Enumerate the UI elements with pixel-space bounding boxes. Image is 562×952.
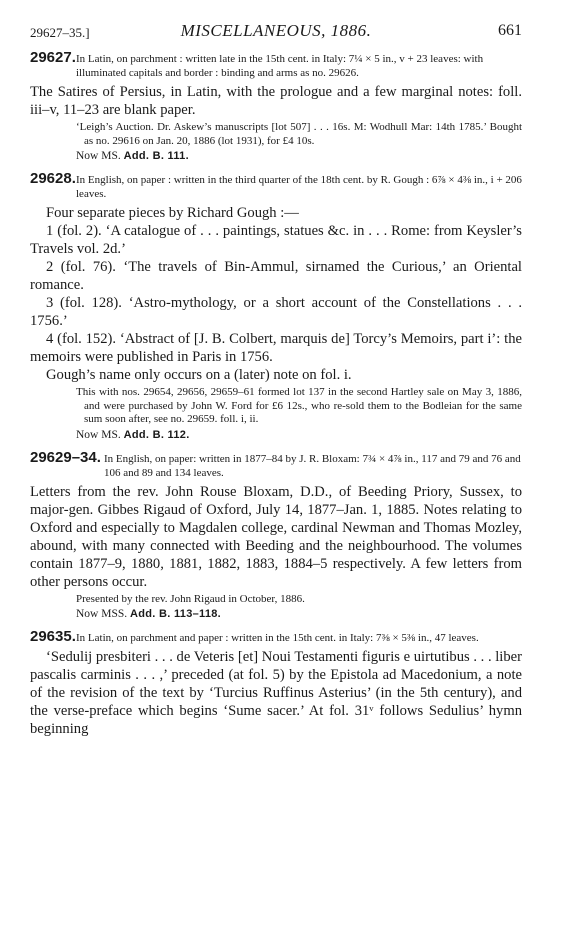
shelfmark-prefix: Now MS.	[76, 150, 121, 162]
entry-number: 29629–34.	[30, 448, 101, 466]
shelfmark	[30, 607, 522, 621]
entry-paragraph: 4 (fol. 152). ‘Abstract of [J. B. Colbert, marquis de] Torcy’s Memoirs, part i’: the memoirs were published in Paris in 1756.	[30, 331, 522, 365]
entry-number: 29635.	[30, 628, 76, 645]
shelfmark-number: Add. B. 112.	[123, 428, 190, 441]
catalogue-entry	[30, 170, 522, 442]
entry-paragraph: Gough’s name only occurs on a (later) note on fol. i.	[46, 367, 352, 383]
running-header	[30, 20, 522, 48]
entry-paragraph: 3 (fol. 128). ‘Astro-mythology, or a short account of the Constellations . . . 1756.’	[30, 295, 522, 329]
shelfmark-number: Add. B. 113–118.	[130, 608, 222, 620]
entry-paragraph: ‘Sedulij presbiteri . . . de Veteris [et] Noui Testamenti figuris e uirtutibus . . . liber pascalis carminis . . . ,’ preceded (at fol. 5) by the Epistola ad Macedonium, a note of the revision of the text by ‘Turcius Ruffinus Asterius’ (in the 5th century), and the verse-preface which begins ‘Sume sacer.’ At fol. 31ᵛ follows Sedulius’ hymn beginning	[30, 649, 522, 737]
entry-description: In English, on paper : written in the third quarter of the 18th cent. by R. Gough : 6⅞ × 4⅜ in., i + 206 leaves.	[76, 174, 522, 200]
entry-heading	[30, 448, 522, 480]
entry-heading	[30, 170, 522, 201]
provenance-note: Presented by the rev. John Rigaud in October, 1886.	[76, 592, 305, 605]
catalogue-entry	[30, 49, 522, 163]
entry-paragraph: 1 (fol. 2). ‘A catalogue of . . . paintings, statues &c. in . . . Rome: from Keysler’s Travels vol. 2d.’	[30, 223, 522, 257]
entry-paragraph: Four separate pieces by Richard Gough :—	[46, 205, 299, 221]
entry-number: 29627.	[30, 49, 76, 66]
entry-paragraph: The Satires of Persius, in Latin, with the prologue and a few marginal notes: foll. iii–v, 11–23 are blank paper.	[30, 84, 522, 118]
entry-paragraph: Letters from the rev. John Rouse Bloxam, D.D., of Beeding Priory, Sussex, to major-gen. Gibbes Rigaud of Oxford, July 14, 1877–Jan. 1, 1885. Notes relating to Oxford and especially to Magdalen college, cardinal Newman and Thomas Mozley, abound, with many connected with Beeding and the neighbourhood. The volumes contain 1877–9, 1880, 1881, 1882, 1883, 1884–5 respectively. A few letters from other persons occur.	[30, 483, 522, 590]
entry-heading	[30, 49, 522, 80]
shelfmark	[30, 149, 522, 163]
shelfmark-prefix: Now MSS.	[76, 608, 128, 620]
catalogue-entry	[30, 448, 522, 622]
shelfmark-prefix: Now MS.	[76, 428, 121, 441]
shelfmark-number: Add. B. 111.	[123, 150, 189, 162]
entry-heading	[30, 628, 522, 645]
document-page	[30, 20, 522, 738]
shelfmark	[30, 428, 522, 442]
entry-description: In Latin, on parchment : written late in the 15th cent. in Italy: 7¼ × 5 in., v + 23 leaves: with illuminated capitals and border : binding and arms as no. 29626.	[76, 53, 484, 79]
header-range: 29627–35.]	[30, 25, 90, 40]
provenance-note: This with nos. 29654, 29656, 29659–61 formed lot 137 in the second Hartley sale on May 3, 1886, and were purchased by John W. Ford for £6 12s., who re-sold them to the Bodleian for the same sum soon after, see no. 29659. foll. i, ii.	[76, 386, 522, 425]
provenance-note: ‘Leigh’s Auction. Dr. Askew’s manuscripts [lot 507] . . . 16s. M: Wodhull Mar: 14th 1785.’ Bought as no. 29616 on Jan. 20, 1886 (lot 1931), for £4 10s.	[76, 121, 522, 147]
page-number: 661	[498, 22, 522, 39]
entry-description: In English, on paper: written in 1877–84 by J. R. Bloxam: 7¾ × 4⅞ in., 117 and 79 and 76 and 106 and 89 and 134 leaves.	[104, 452, 521, 479]
entry-paragraph: 2 (fol. 76). ‘The travels of Bin-Ammul, sirnamed the Curious,’ an Oriental romance.	[30, 259, 522, 293]
catalogue-entry	[30, 628, 522, 738]
header-title: MISCELLANEOUS, 1886.	[180, 21, 372, 40]
entry-description: In Latin, on parchment and paper : written in the 15th cent. in Italy: 7⅜ × 5⅜ in., 47 leaves.	[76, 632, 479, 644]
entry-number: 29628.	[30, 170, 76, 187]
